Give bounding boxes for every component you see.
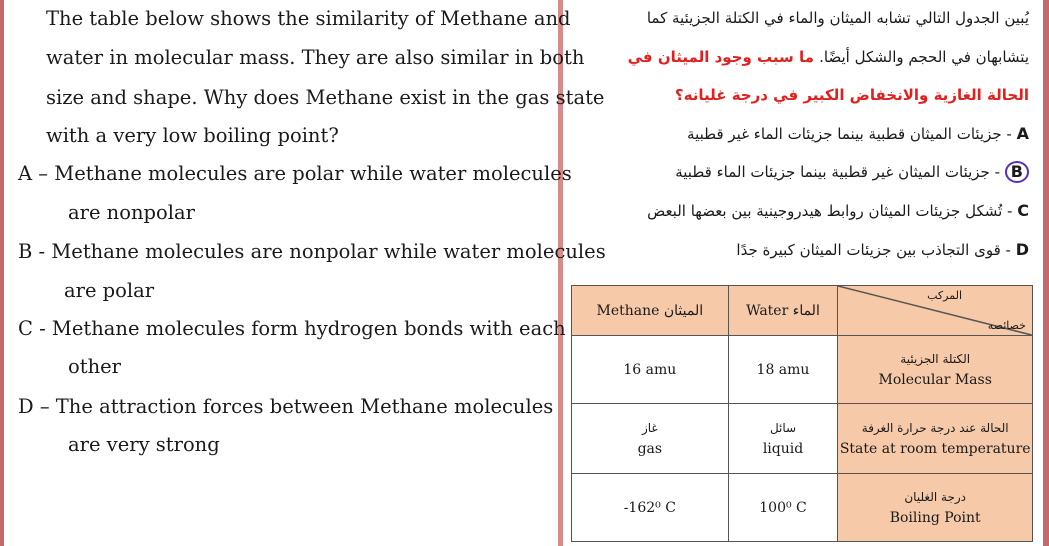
question-line-4: with a very low boiling point? — [46, 124, 339, 147]
property-boiling — [838, 474, 1033, 542]
option-c-line-1: C - Methane molecules form hydrogen bonds with each — [18, 317, 566, 340]
option-b-line-1: B - Methane molecules are nonpolar while water molecules — [18, 240, 606, 263]
table-row — [572, 336, 1033, 404]
option-d-line-2: are very strong — [68, 433, 220, 456]
ar-option-a-letter: A — [1016, 124, 1029, 143]
ar-question-line-2-red: ما سبب وجود الميثان في — [627, 48, 820, 66]
water-boiling — [728, 474, 838, 542]
water-state-en: liquid — [762, 440, 804, 457]
question-line-2: water in molecular mass. They are also similar in both — [46, 46, 585, 69]
methane-state-en: gas — [637, 440, 663, 457]
ar-option-b-letter-circled: B — [1005, 161, 1029, 183]
methane-mass — [572, 336, 729, 404]
option-c-line-2: other — [68, 355, 121, 378]
question-line-1: The table below shows the similarity of Methane and — [46, 7, 571, 30]
option-b-line-2: are polar — [64, 279, 155, 302]
comparison-table — [571, 285, 1033, 542]
ar-question-line-3: الحالة الغازية والانخفاض الكبير في درجة غليانه؟ — [674, 86, 1029, 104]
ar-question-line-2 — [628, 48, 1029, 66]
ar-option-b-text: - جزيئات الميثان غير قطبية بينما جزيئات الماء قطبية — [675, 163, 1001, 181]
property-mass-ar: الكتلة الجزيئية — [900, 351, 971, 366]
water-state — [728, 404, 838, 474]
ar-option-c — [647, 201, 1029, 220]
ar-option-b — [675, 161, 1029, 183]
methane-boiling-value: -162⁰ C — [623, 499, 676, 516]
ar-option-d — [736, 240, 1029, 259]
ar-option-d-letter: D — [1015, 240, 1029, 259]
ar-question-line-2-text: يتشابهان في الحجم والشكل أيضًا. — [819, 48, 1029, 66]
methane-state-ar: غاز — [641, 420, 658, 435]
table-row — [572, 474, 1033, 542]
property-state-ar: الحالة عند درجة حرارة الغرفة — [861, 420, 1009, 435]
question-line-3: size and shape. Why does Methane exist in the gas state — [46, 86, 605, 109]
ar-option-a — [687, 124, 1029, 143]
property-boiling-ar: درجة الغليان — [904, 489, 967, 504]
ar-option-d-text: - قوى التجاذب بين جزيئات الميثان كبيرة جدًا — [736, 241, 1011, 259]
water-mass — [728, 336, 838, 404]
property-state-en: State at room temperature — [839, 440, 1031, 457]
header-water: Water الماء — [728, 286, 838, 336]
table-header-row — [572, 286, 1033, 336]
property-state — [838, 404, 1033, 474]
ar-option-c-letter: C — [1017, 201, 1029, 220]
property-mass — [838, 336, 1033, 404]
corner-properties-label: خصائصه — [987, 319, 1026, 332]
header-methane: Methane الميثان — [572, 286, 729, 336]
property-mass-en: Molecular Mass — [878, 371, 992, 388]
methane-state — [572, 404, 729, 474]
table-row — [572, 404, 1033, 474]
water-state-ar: سائل — [769, 420, 797, 435]
ar-option-c-text: - تُشكل جزيئات الميثان روابط هيدروجينية بين بعضها البعض — [647, 202, 1013, 220]
option-a-line-1: A – Methane molecules are polar while water molecules — [18, 162, 572, 185]
option-d-line-1: D – The attraction forces between Methane molecules — [18, 395, 554, 418]
water-boiling-value: 100⁰ C — [759, 499, 807, 516]
option-a-line-2: are nonpolar — [68, 201, 195, 224]
ar-option-a-text: - جزيئات الميثان قطبية بينما جزيئات الماء غير قطبية — [687, 125, 1012, 143]
corner-compound-label: المركب — [927, 289, 962, 302]
property-boiling-en: Boiling Point — [889, 509, 981, 526]
right-border — [1043, 0, 1049, 546]
water-mass-value: 18 amu — [756, 361, 810, 378]
methane-boiling — [572, 474, 729, 542]
methane-mass-value: 16 amu — [623, 361, 677, 378]
header-corner — [838, 286, 1033, 336]
ar-question-line-1: يُبين الجدول التالي تشابه الميثان والماء في الكتلة الجزيئية كما — [646, 9, 1029, 27]
